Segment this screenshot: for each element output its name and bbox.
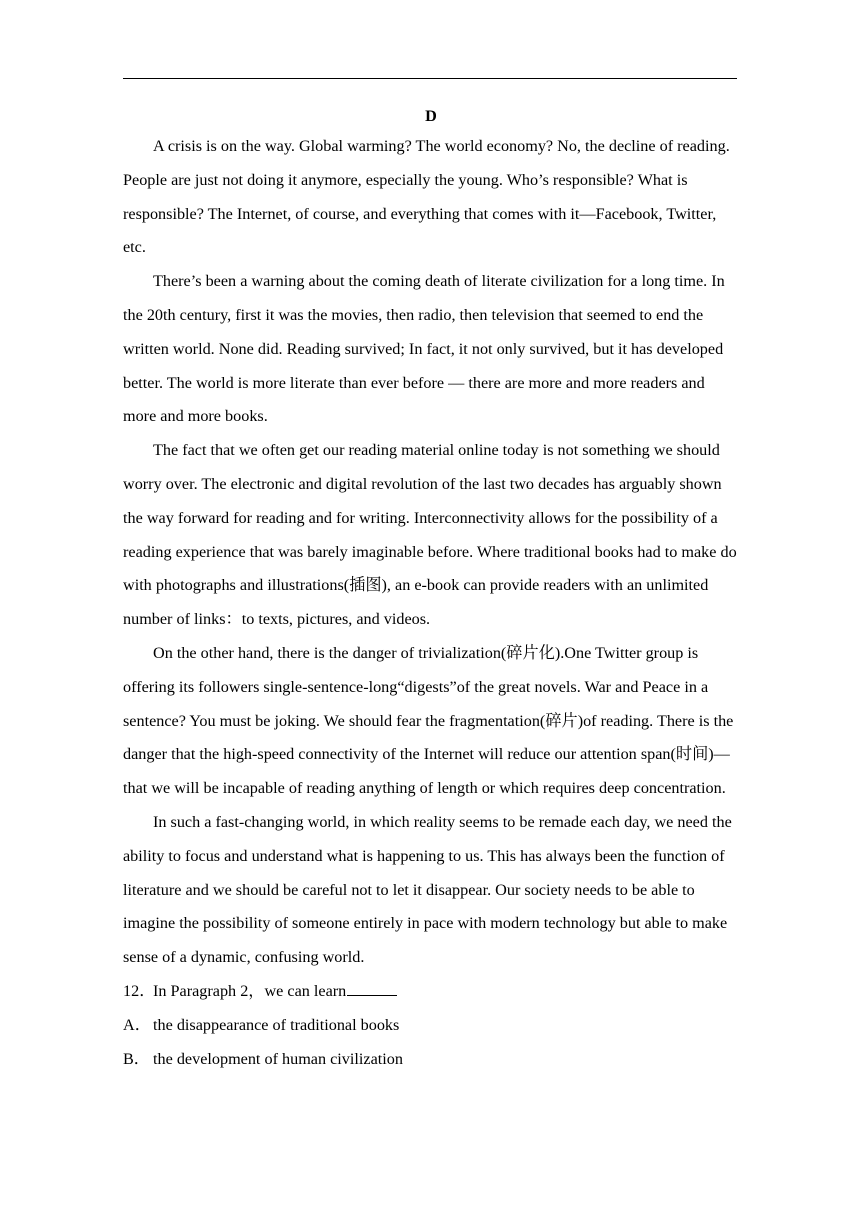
passage-paragraph-2: There’s been a warning about the coming death of literate civilization for a long time. In the 20th century, first it was the movies, then radio, then television that seemed to end the written world. None did. Reading survived; In fact, it not only survived, but it has developed better. The world is more literate than ever before — there are more and more readers and more and more books.	[123, 272, 725, 426]
document-content	[123, 102, 739, 1076]
question-stem-line	[123, 975, 739, 1009]
question-number: 12．	[123, 981, 156, 1000]
question-12	[123, 975, 739, 1076]
option-b-text: the development of human civilization	[153, 1049, 403, 1068]
passage-paragraph-3: The fact that we often get our reading material online today is not something we should worry over. The electronic and digital revolution of the last two decades has arguably shown the way forward for reading and for writing. Interconnectivity allows for the possibility of a reading experience that was barely imaginable before. Where traditional books had to make do with photographs and illustrations(插图), an e-book can provide readers with an unlimited number of links：to texts, pictures, and videos.	[123, 441, 737, 629]
passage	[123, 130, 739, 975]
option-b	[123, 1043, 739, 1077]
passage-paragraph-5: In such a fast-changing world, in which reality seems to be remade each day, we need the ability to focus and understand what is happening to us. This has always been the function of literature and we should be careful not to let it disappear. Our society needs to be able to imagine the possibility of someone entirely in pace with modern technology but able to make sense of a dynamic, confusing world.	[123, 812, 732, 967]
passage-paragraph-4: On the other hand, there is the danger of trivialization(碎片化).One Twitter group is offering its followers single-sentence-long“digests”of the great novels. War and Peace in a sentence? You must be joking. We should fear the fragmentation(碎片)of reading. There is the danger that the high-speed connectivity of the Internet will reduce our attention span(时间)—that we will be incapable of reading anything of length or which requires deep concentration.	[123, 643, 734, 798]
question-stem: In Paragraph 2，we can learn	[153, 981, 347, 1000]
section-label: D	[425, 107, 437, 125]
passage-paragraph-1: A crisis is on the way. Global warming? The world economy? No, the decline of reading. People are just not doing it anymore, especially the young. Who’s responsible? What is responsible? The Internet, of course, and everything that comes with it—Facebook, Twitter, etc.	[123, 137, 730, 257]
option-a	[123, 1009, 739, 1043]
option-b-letter: B．	[123, 1049, 150, 1068]
answer-blank	[347, 979, 397, 996]
header-rule	[123, 78, 737, 79]
option-a-letter: A．	[123, 1015, 151, 1034]
option-a-text: the disappearance of traditional books	[153, 1015, 400, 1034]
